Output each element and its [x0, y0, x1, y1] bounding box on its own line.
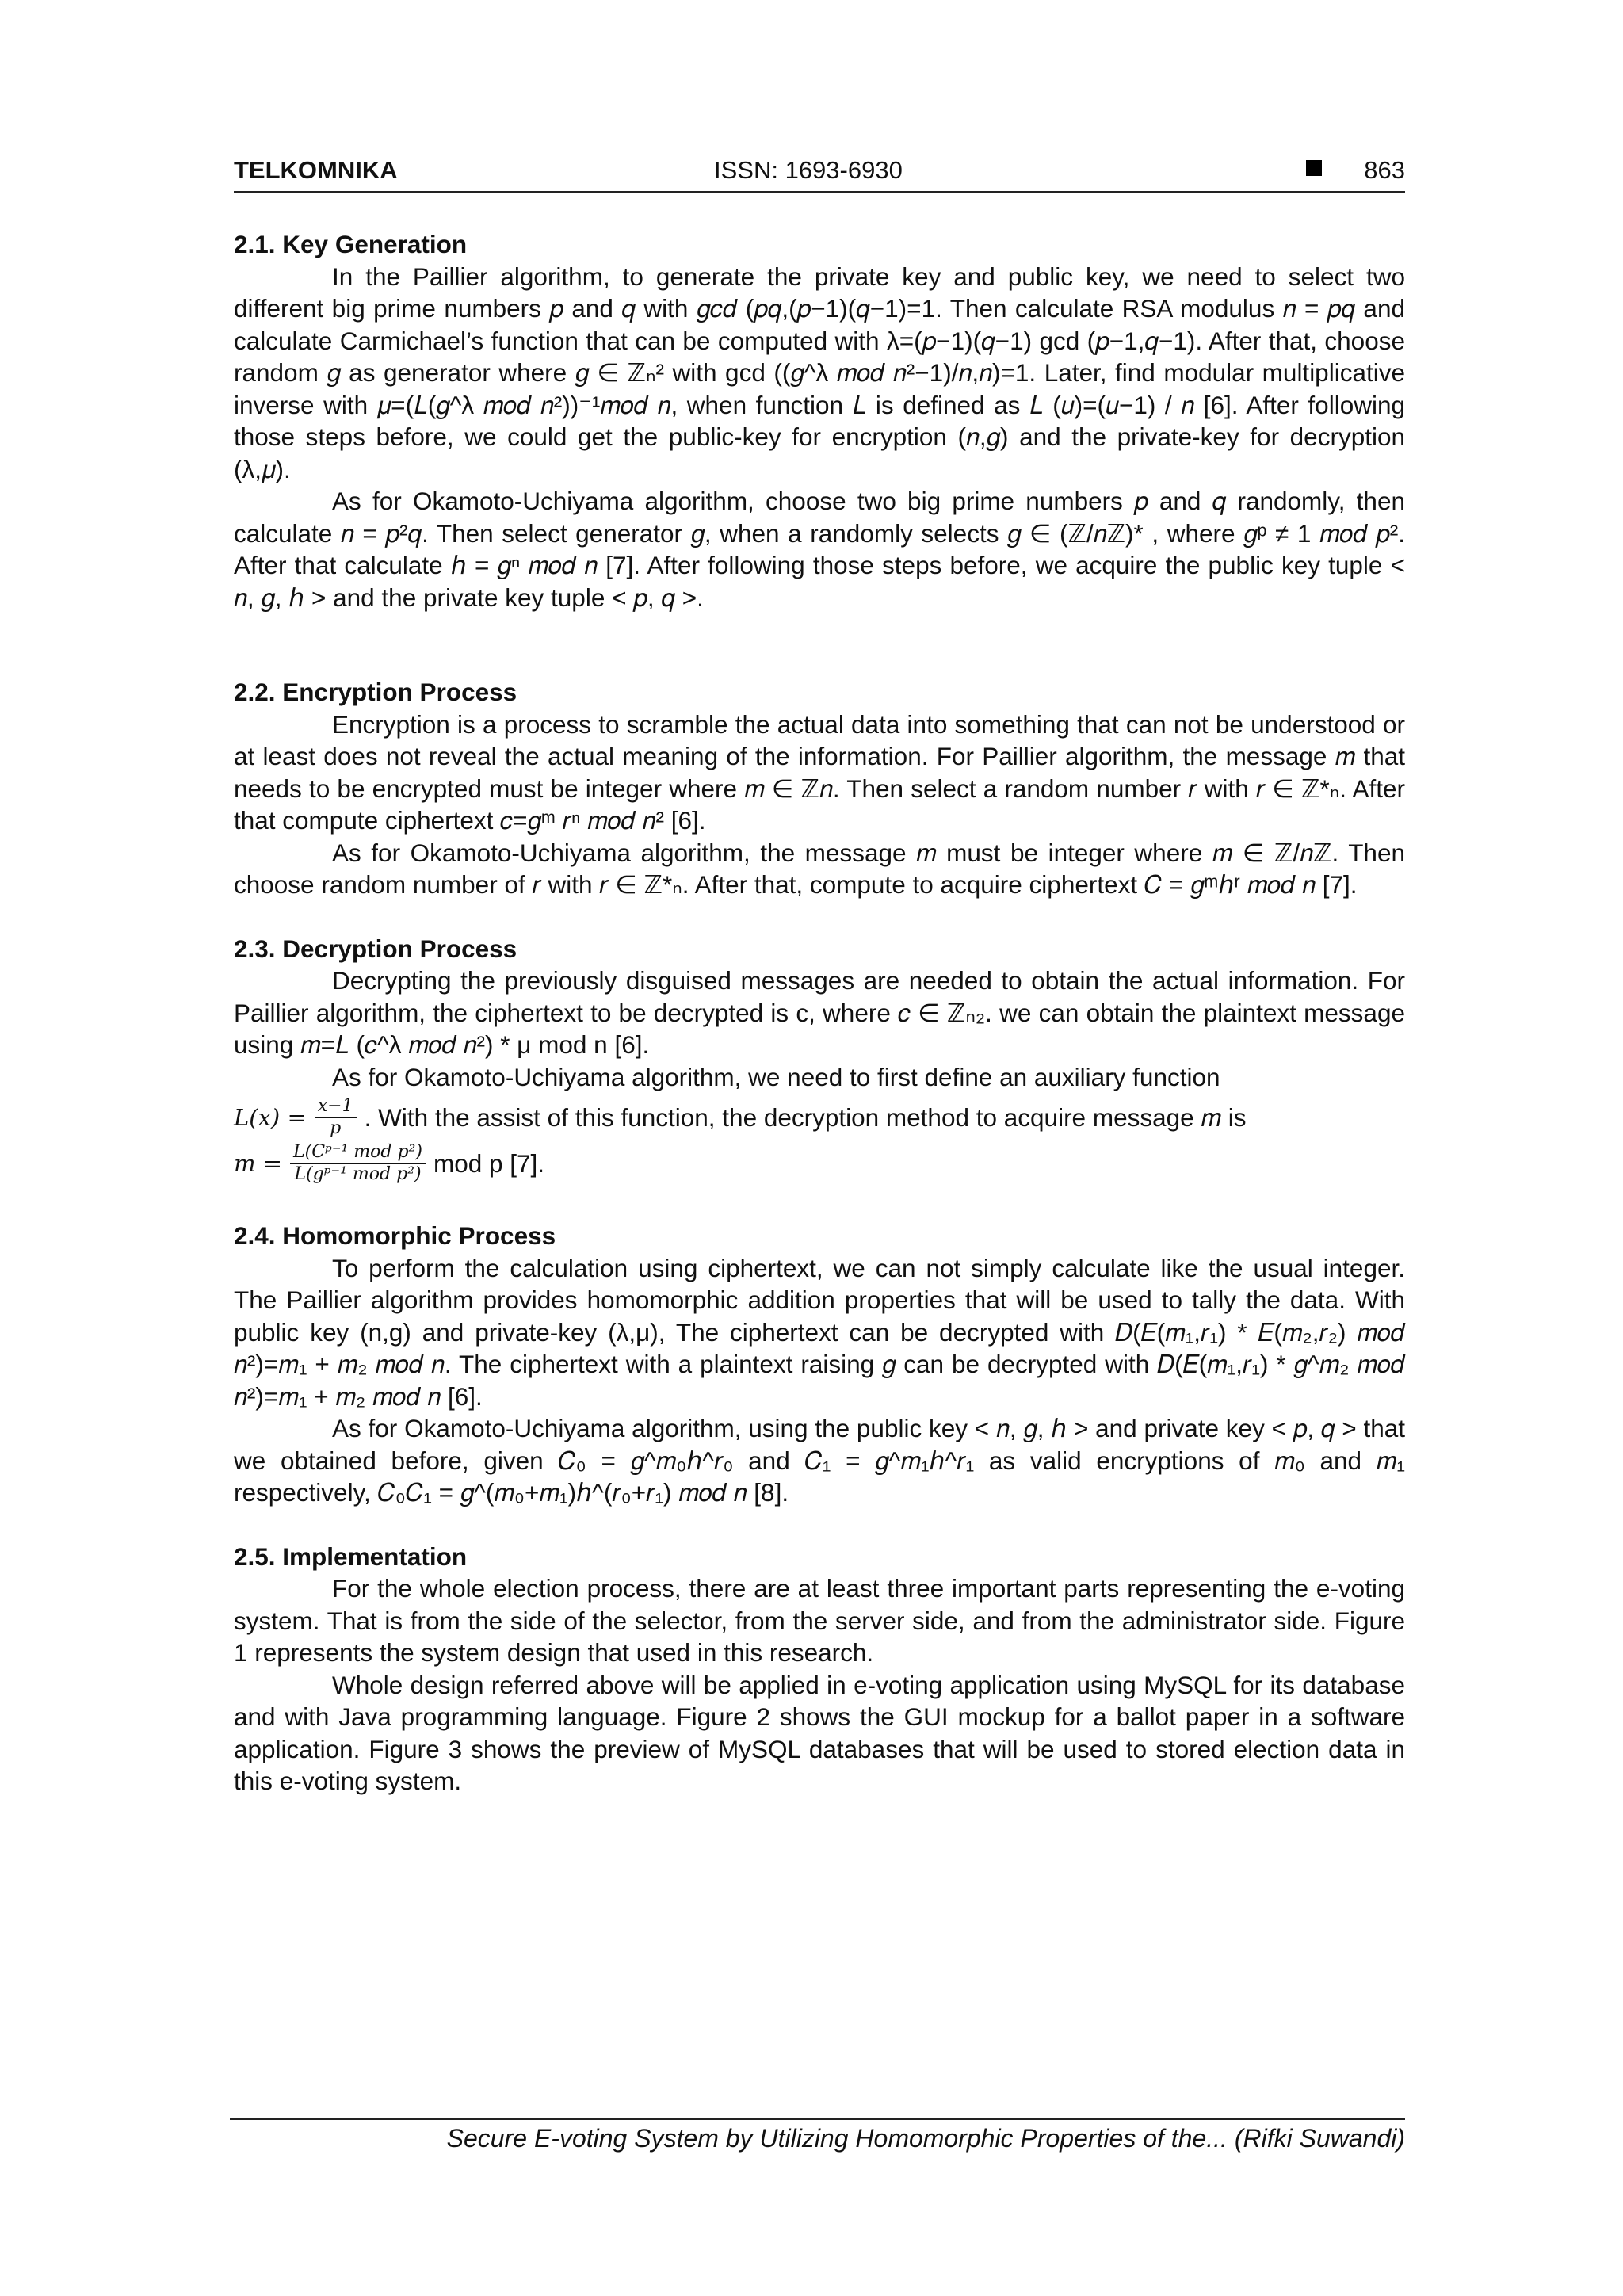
paragraph: As for Okamoto-Uchiyama algorithm, the message 𝑚 must be integer where 𝑚 ∈ ℤ/𝑛ℤ. Then choose random number of 𝑟 with 𝑟 ∈ ℤ*ₙ. After that, compute to acquire ciphertext 𝐶 = 𝑔ᵐℎʳ 𝑚𝑜𝑑 𝑛 [7].: [234, 838, 1405, 899]
paragraph: Decrypting the previously disguised messages are needed to obtain the actual information. For Paillier algorithm, the ciphertext to be decrypted is c, where 𝑐 ∈ ℤₙ₂. we can obtain the plaintext message using 𝑚=𝐿 (𝑐^λ 𝑚𝑜𝑑 𝑛²) * μ mod n [6].: [234, 966, 1405, 1059]
issn: ISSN: 1693-6930: [714, 156, 903, 184]
equation-tail-text: mod p [7].: [433, 1148, 545, 1178]
section-heading-encryption: 2.2. Encryption Process: [234, 678, 517, 706]
square-bullet-icon: [1306, 160, 1322, 176]
paragraph: Encryption is a process to scramble the actual data into something that can not be understood or at least does not reveal the actual meaning of the information. For Paillier algorithm, the message 𝑚 that needs to be encrypted must be integer where 𝑚 ∈ ℤ𝑛. Then select a random number 𝑟 with 𝑟 ∈ ℤ*ₙ. After that compute ciphertext 𝑐=𝑔ᵐ 𝑟ⁿ 𝑚𝑜𝑑 𝑛² [6].: [234, 709, 1405, 835]
section-heading-decryption: 2.3. Decryption Process: [234, 934, 517, 963]
section-heading-homomorphic: 2.4. Homomorphic Process: [234, 1221, 556, 1250]
body-text: [234, 228, 1405, 1797]
section-heading-implementation: 2.5. Implementation: [234, 1541, 468, 1571]
paragraph: As for Okamoto-Uchiyama algorithm, using the public key < 𝑛, 𝑔, ℎ > and private key < 𝑝, 𝑞 > that we obtained before, given 𝐶₀ = 𝑔^𝑚₀ℎ^𝑟₀ and 𝐶₁ = 𝑔^𝑚₁ℎ^𝑟₁ as valid encryptions of 𝑚₀ and 𝑚₁ respectively, 𝐶₀𝐶₁ = 𝑔^(𝑚₀+𝑚₁)ℎ^(𝑟₀+𝑟₁) 𝑚𝑜𝑑 𝑛 [8].: [234, 1414, 1405, 1507]
fraction: [315, 1096, 357, 1139]
equation-lhs: 𝐿(𝑥) =: [234, 1103, 307, 1131]
paragraph: For the whole election process, there are at least three important parts representing the e-voting system. That is from the side of the selector, from the server side, and from the administrator side. Figure 1 represents the system design that used in this research.: [234, 1574, 1405, 1667]
equation-lhs: 𝑚 =: [234, 1149, 283, 1177]
journal-name: TELKOMNIKA: [234, 156, 398, 184]
fraction: [290, 1142, 426, 1185]
running-header: [234, 156, 1405, 193]
paragraph: As for Okamoto-Uchiyama algorithm, we need to first define an auxiliary function: [332, 1062, 1220, 1091]
paragraph: To perform the calculation using ciphertext, we can not simply calculate like the usual integer. The Paillier algorithm provides homomorphic addition properties that will be used to tally the data. With public key (n,g) and private-key (λ,μ), The ciphertext can be decrypted with 𝐷(𝐸(𝑚₁,𝑟₁) * 𝐸(𝑚₂,𝑟₂) 𝑚𝑜𝑑 𝑛²)=𝑚₁ + 𝑚₂ 𝑚𝑜𝑑 𝑛. The ciphertext with a plaintext raising 𝑔 can be decrypted with 𝐷(𝐸(𝑚₁,𝑟₁) * 𝑔^𝑚₂ 𝑚𝑜𝑑 𝑛²)=𝑚₁ + 𝑚₂ 𝑚𝑜𝑑 𝑛 [6].: [234, 1253, 1405, 1411]
decryption-equation-line: [234, 1142, 1405, 1185]
equation-tail-text: . With the assist of this function, the decryption method to acquire message 𝑚 is: [364, 1102, 1247, 1132]
auxiliary-function-line: [234, 1096, 1405, 1139]
fraction-denominator: 𝑝: [330, 1118, 342, 1138]
fraction-numerator: 𝑥−1: [315, 1096, 357, 1118]
paragraph: Whole design referred above will be applied in e-voting application using MySQL for its database and with Java programming language. Figure 2 shows the GUI mockup for a ballot paper in a software application. Figure 3 shows the preview of MySQL databases that will be used to stored election data in this e-voting system.: [234, 1670, 1405, 1795]
running-footer: Secure E-voting System by Utilizing Homomorphic Properties of the... (Rifki Suwandi): [446, 2124, 1405, 2153]
page-number: 863: [1364, 156, 1405, 184]
section-heading-key-generation: 2.1. Key Generation: [234, 230, 468, 258]
paragraph: As for Okamoto-Uchiyama algorithm, choose two big prime numbers 𝑝 and 𝑞 randomly, then calculate 𝑛 = 𝑝²𝑞. Then select generator 𝑔, when a randomly selects 𝑔 ∈ (ℤ/𝑛ℤ)* , where 𝑔ᵖ ≠ 1 𝑚𝑜𝑑 𝑝². After that calculate ℎ = 𝑔ⁿ 𝑚𝑜𝑑 𝑛 [7]. After following those steps before, we acquire the public key tuple < 𝑛, 𝑔, ℎ > and the private key tuple < 𝑝, 𝑞 >.: [234, 487, 1405, 612]
fraction-denominator: 𝐿(𝑔ᵖ⁻¹ 𝑚𝑜𝑑 𝑝²): [294, 1164, 422, 1184]
fraction-numerator: 𝐿(𝐶ᵖ⁻¹ 𝑚𝑜𝑑 𝑝²): [290, 1142, 426, 1164]
paragraph: In the Paillier algorithm, to generate the private key and public key, we need to select two different big prime numbers 𝑝 and 𝑞 with 𝑔𝑐𝑑 (𝑝𝑞,(𝑝−1)(𝑞−1)=1. Then calculate RSA modulus 𝑛 = 𝑝𝑞 and calculate Carmichael’s function that can be computed with λ=(𝑝−1)(𝑞−1) gcd (𝑝−1,𝑞−1). After that, choose random 𝑔 as generator where 𝑔 ∈ ℤₙ² with gcd ((𝑔^λ 𝑚𝑜𝑑 𝑛²−1)/𝑛,𝑛)=1. Later, find modular multiplicative inverse with 𝜇=(𝐿(𝑔^λ 𝑚𝑜𝑑 𝑛²))⁻¹𝑚𝑜𝑑 𝑛, when function 𝐿 is defined as 𝐿 (𝑢)=(𝑢−1) / 𝑛 [6]. After following those steps before, we could get the public-key for encryption (𝑛,𝑔) and the private-key for decryption (λ,𝜇).: [234, 262, 1405, 483]
footer-divider: [230, 2118, 1405, 2120]
